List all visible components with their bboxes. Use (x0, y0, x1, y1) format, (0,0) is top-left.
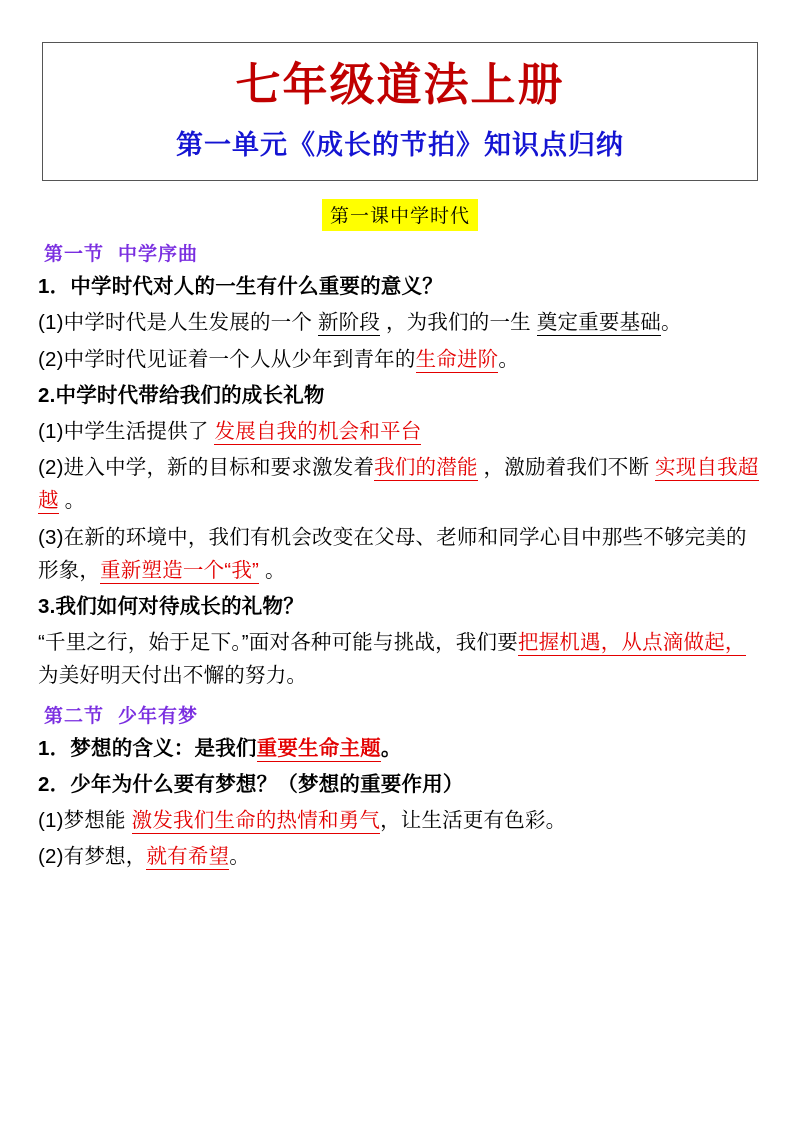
text-run: 奠定重要基础 (536, 311, 661, 335)
section-number: 第一节 (44, 243, 105, 266)
text-run: 重新塑造一个“我” (100, 558, 260, 582)
section-title: 少年有梦 (118, 704, 199, 727)
text-run: 就有希望 (146, 845, 230, 869)
text-run: 。 (660, 311, 682, 335)
question-paragraph (38, 590, 764, 623)
answer-paragraph (38, 521, 764, 587)
section-heading (44, 239, 764, 266)
page-title: 七年级道法上册 (235, 58, 565, 111)
text-run: 1．梦想的含义： (38, 736, 195, 760)
answer-paragraph (38, 415, 764, 448)
text-run: 。 (58, 489, 86, 513)
text-run: (2)进入中学，新的目标和要求激发着 (38, 456, 375, 480)
text-run: 。 (259, 558, 286, 582)
text-run: (2)有梦想， (38, 845, 147, 869)
question-paragraph (38, 768, 764, 801)
answer-paragraph (38, 626, 764, 692)
text-run: ，让生活更有色彩。 (380, 809, 567, 833)
sections-container (36, 239, 764, 873)
section-heading (44, 701, 764, 728)
question-paragraph (38, 379, 764, 412)
text-run: 。 (498, 347, 520, 371)
lesson-heading (36, 199, 764, 231)
text-run: 把握机遇，从点滴做起， (517, 631, 746, 655)
text-run: 2.中学时代带给我们的成长礼物 (38, 383, 325, 407)
text-run: 3.我们如何对待成长的礼物？ (38, 595, 304, 619)
text-run: 我们的潜能 (374, 456, 478, 480)
question-paragraph (38, 270, 764, 303)
text-run: 为美好明天付出不懈的努力。 (38, 664, 308, 688)
text-run: 新阶段 (317, 311, 381, 335)
text-run: 实现自我超越 (38, 456, 759, 513)
text-run: 重要生命主题 (256, 736, 381, 760)
text-run: 。 (229, 845, 250, 869)
text-run: 发展自我的机会和平台 (214, 420, 422, 444)
title-box (42, 42, 758, 181)
text-run: 1．中学时代对人的一生有什么重要的意义？ (38, 275, 443, 299)
answer-paragraph (38, 451, 764, 517)
text-run: (3)在新的环境中，我们有机会改变在父母、老师和同学心目中那些不够完美的形象， (38, 525, 747, 582)
section-title: 中学序曲 (118, 243, 199, 266)
text-run: (1)梦想能 (38, 809, 132, 833)
text-run: ，为我们的一生 (380, 311, 537, 335)
text-run: (2)中学时代见证着一个人从少年到青年的 (38, 347, 416, 371)
text-run: (1)中学生活提供了 (38, 420, 215, 444)
question-paragraph (38, 732, 764, 765)
answer-paragraph (38, 840, 764, 873)
text-run: “千里之行，始于足下。”面对各种可能与挑战，我们要 (38, 631, 518, 655)
lesson-heading-highlight: 第一课中学时代 (322, 199, 478, 231)
page-subtitle: 第一单元《成长的节拍》知识点归纳 (176, 130, 624, 162)
text-run: 2．少年为什么要有梦想？（梦想的重要作用） (38, 772, 464, 796)
text-run: 是我们 (194, 736, 257, 760)
section-number: 第二节 (44, 704, 105, 727)
text-run: 。 (380, 736, 402, 760)
text-run: (1)中学时代是人生发展的一个 (38, 311, 318, 335)
answer-paragraph (38, 343, 764, 376)
text-run: 激发我们生命的热情和勇气 (131, 809, 381, 833)
answer-paragraph (38, 804, 764, 837)
answer-paragraph (38, 306, 764, 339)
text-run: ，激励着我们不断 (477, 456, 656, 480)
text-run: 生命进阶 (415, 347, 499, 371)
